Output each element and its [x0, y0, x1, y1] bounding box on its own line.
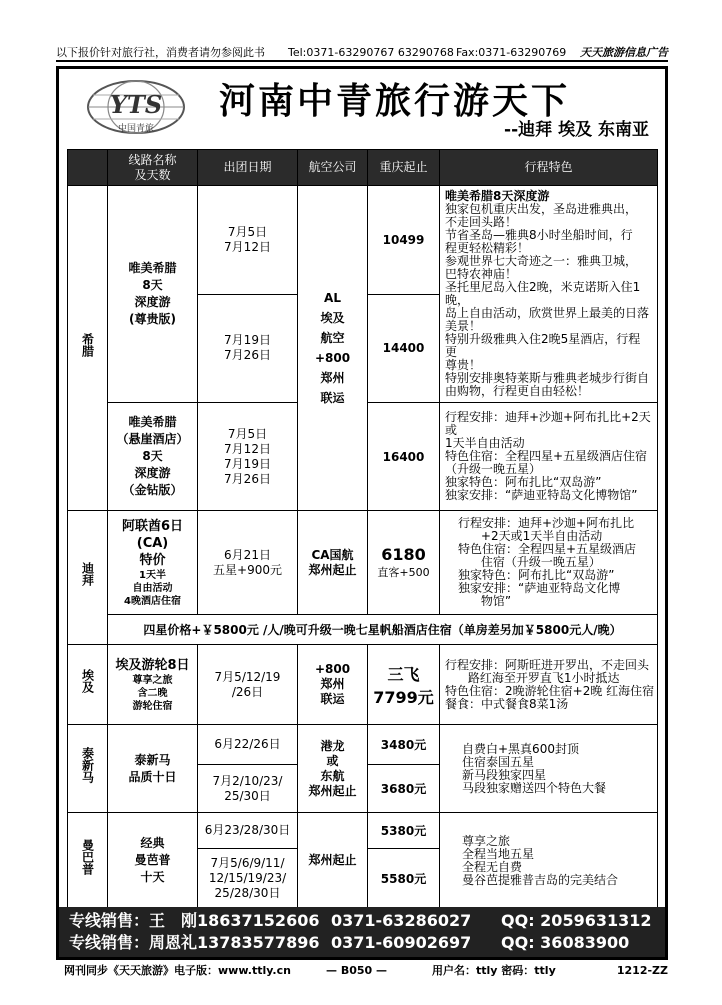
features-greece-1: 唯美希腊8天深度游 独家包机重庆出发，圣岛进雅典出， 不走回头路！ 节省圣岛—雅典8小时坐船时间，行 程更轻松精彩！ 参观世界七大奇迹之一：雅典卫城， 巴特农神庙！ 圣托里尼岛入住2晚，米克诺斯入住1晚， 岛上自由活动，欣赏世界上最美的日落 美景！ 特别升级雅典入住2晚5星酒店，行程更 尊贵！ 特别安排奥特莱斯与雅典老城步行街自 由购物，行程更自由轻松！ — [440, 186, 658, 403]
dates-greece-1b: 7月19日 7月26日 — [198, 294, 298, 403]
sales-qq-2: QQ: 36083900 — [501, 933, 630, 952]
sales-contact-bar — [59, 907, 665, 957]
header-dates: 出团日期 — [198, 150, 298, 186]
price-greece-2: 16400 — [368, 403, 440, 511]
brand-text: 天天旅游信息广告 — [580, 46, 668, 59]
yts-logo — [77, 77, 195, 137]
route-greece-2: 唯美希腊 （悬崖酒店） 8天 深度游 （金钻版） — [108, 403, 198, 511]
page-footer — [56, 962, 668, 980]
price-greece-1b: 14400 — [368, 294, 440, 403]
page-title: 河南中青旅行游天下 — [219, 81, 571, 122]
header-airline: 航空公司 — [298, 150, 368, 186]
table-header-row — [68, 150, 658, 186]
table-row — [68, 645, 658, 725]
dates-dubai: 6月21日 五星+900元 — [198, 511, 298, 615]
price-egypt: 三飞 7799元 — [368, 645, 440, 725]
tour-table — [67, 149, 658, 909]
table-row — [68, 615, 658, 645]
sales-tel-2: 0371-60902697 — [331, 933, 472, 952]
dates-thai-1: 6月22/26日 — [198, 725, 298, 765]
header-price: 重庆起止 — [368, 150, 440, 186]
svg-text:YTS: YTS — [109, 90, 163, 119]
table-row — [68, 186, 658, 295]
footer-page: — B050 — — [326, 964, 388, 977]
table-row — [68, 725, 658, 765]
route-greece-1: 唯美希腊 8天 深度游 (尊贵版) — [108, 186, 198, 403]
tel-text: Tel:0371-63290767 63290768 — [288, 46, 454, 59]
page-subtitle: --迪拜 埃及 东南亚 — [504, 120, 649, 140]
footer-website: 网刊同步《天天旅游》电子版：www.ttly.cn — [64, 964, 291, 977]
dates-mbp-1: 6月23/28/30日 — [198, 813, 298, 849]
route-mbp: 经典 曼芭普 十天 — [108, 813, 198, 909]
sales-name-1: 专线销售：王 刚18637152606 — [69, 911, 320, 930]
price-mbp-2: 5580元 — [368, 849, 440, 909]
header-route: 线路名称 及天数 — [108, 150, 198, 186]
sales-row-2 — [69, 932, 659, 954]
table-row — [68, 511, 658, 615]
region-thai: 泰新马 — [68, 725, 108, 813]
fax-text: Fax:0371-63290769 — [456, 46, 567, 59]
price-dubai: 6180 直客+500 — [368, 511, 440, 615]
price-mbp-1: 5380元 — [368, 813, 440, 849]
sales-name-2: 专线销售：周恩礼13783577896 — [69, 933, 320, 952]
header-region — [68, 150, 108, 186]
airline-dubai: CA国航 郑州起止 — [298, 511, 368, 615]
features-greece-2: 行程安排：迪拜+沙迦+阿布扎比+2天或 1天半自由活动 特色住宿：全程四星+五星级酒店住宿 （升级一晚五星） 独家特色：阿布扎比“双岛游” 独家安排：“萨迪亚特岛文化博物馆” — [440, 403, 658, 511]
region-greece: 希腊 — [68, 186, 108, 511]
sales-row-1 — [69, 910, 659, 932]
sales-qq-1: QQ: 2059631312 — [501, 911, 652, 930]
price-thai-2: 3680元 — [368, 765, 440, 813]
dates-egypt: 7月5/12/19 /26日 — [198, 645, 298, 725]
airline-greece: AL 埃及 航空 +800 郑州 联运 — [298, 186, 368, 511]
flyer-frame — [56, 66, 668, 960]
route-egypt: 埃及游轮8日 尊享之旅 含二晚 游轮住宿 — [108, 645, 198, 725]
header-features: 行程特色 — [440, 150, 658, 186]
features-dubai: 行程安排：迪拜+沙迦+阿布扎比 +2天或1天半自由活动 特色住宿：全程四星+五星级酒店 住宿（升级一晚五星） 独家特色：阿布扎比“双岛游” 独家安排：“萨迪亚特岛文化博 物馆” — [440, 511, 658, 615]
top-info-bar — [56, 44, 668, 62]
region-dubai: 迪拜 — [68, 511, 108, 645]
dates-thai-2: 7月2/10/23/ 25/30日 — [198, 765, 298, 813]
sales-tel-1: 0371-63286027 — [331, 911, 472, 930]
dubai-upgrade-note: 四星价格+￥5800元 /人/晚可升级一晚七星帆船酒店住宿（单房差另加￥5800元人/晚） — [108, 615, 658, 645]
dates-greece-1a: 7月5日 7月12日 — [198, 186, 298, 295]
features-egypt: 行程安排：阿斯旺进开罗出，不走回头 路红海至开罗直飞1小时抵达 特色住宿：2晚游轮住宿+2晚 红海住宿 餐食：中式餐食8菜1汤 — [440, 645, 658, 725]
price-greece-1a: 10499 — [368, 186, 440, 295]
features-thai: 自费白+黑真600封顶 住宿泰国五星 新马段独家四星 马段独家赠送四个特色大餐 — [440, 725, 658, 813]
table-row — [68, 813, 658, 849]
airline-egypt: +800 郑州 联运 — [298, 645, 368, 725]
dates-mbp-2: 7月5/6/9/11/ 12/15/19/23/ 25/28/30日 — [198, 849, 298, 909]
airline-mbp: 郑州起止 — [298, 813, 368, 909]
footer-code: 1212-ZZ — [616, 964, 668, 977]
notice-text: 以下报价针对旅行社，消费者请勿参阅此书 — [56, 46, 265, 59]
route-dubai: 阿联酋6日 (CA) 特价 1天半 自由活动 4晚酒店住宿 — [108, 511, 198, 615]
svg-text:中国青旅: 中国青旅 — [117, 124, 155, 134]
features-mbp: 尊享之旅 全程当地五星 全程无自费 曼谷芭提雅普吉岛的完美结合 — [440, 813, 658, 909]
footer-login: 用户名：ttly 密码：ttly — [432, 964, 556, 977]
dates-greece-2: 7月5日 7月12日 7月19日 7月26日 — [198, 403, 298, 511]
price-thai-1: 3480元 — [368, 725, 440, 765]
region-egypt: 埃及 — [68, 645, 108, 725]
route-thai: 泰新马 品质十日 — [108, 725, 198, 813]
region-mbp: 曼巴普 — [68, 813, 108, 909]
flyer-header — [59, 69, 665, 149]
airline-thai: 港龙 或 东航 郑州起止 — [298, 725, 368, 813]
